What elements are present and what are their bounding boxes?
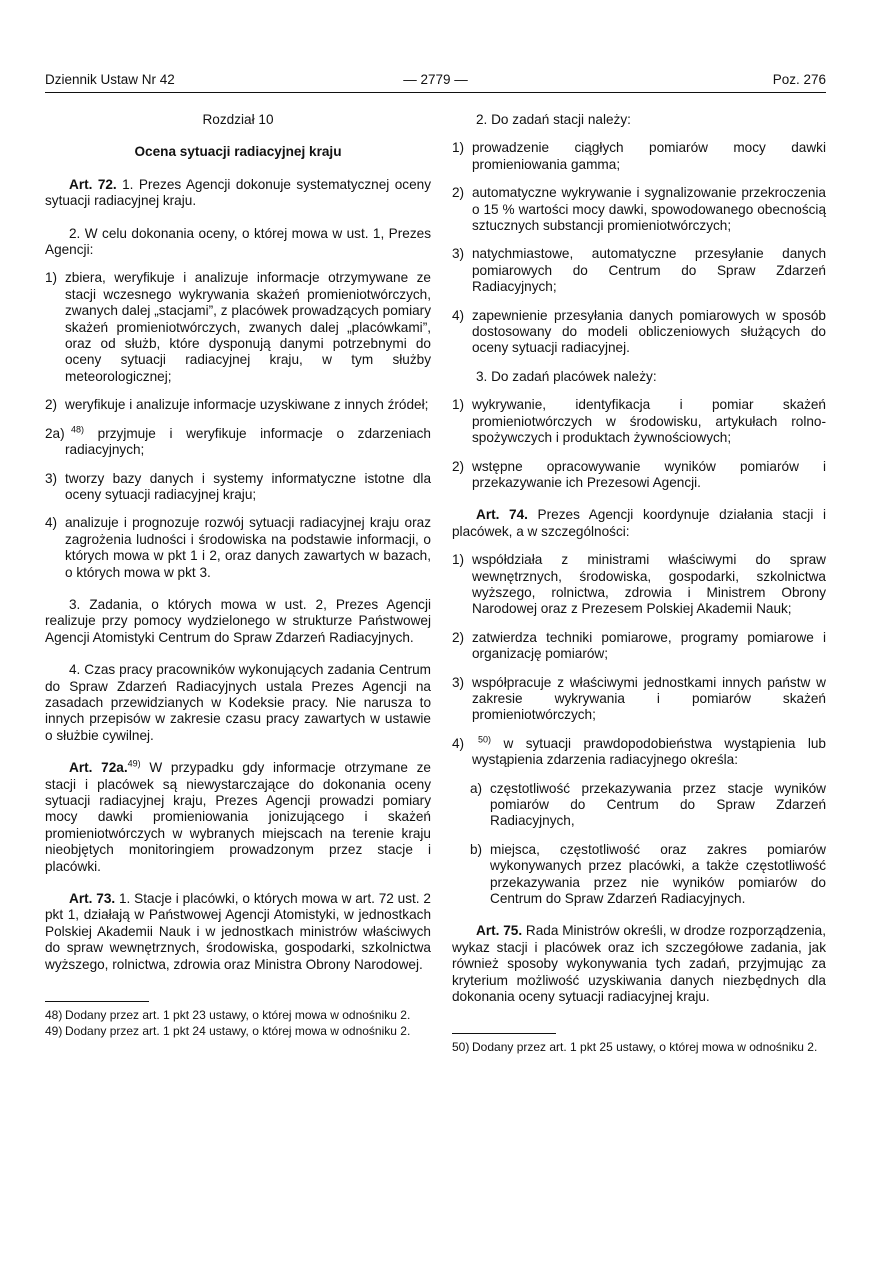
position-number: Poz. 276: [772, 72, 826, 87]
list-item: 2) wstępne opracowywanie wyników pomiarów i przekazywanie ich Prezesowi Agencji.: [452, 458, 826, 490]
list-item: 4) analizuje i prognozuje rozwój sytuacji radiacyjnej kraju oraz zagrożenia ludności i środowiska na podstawie informacji, o których mowa w pkt 1 i 2, oraz danych zawartych w bazach, o których mowa w pkt 3.: [45, 515, 431, 580]
page-number: — 2779 —: [403, 72, 468, 87]
footnote: 50) Dodany przez art. 1 pkt 25 ustawy, o której mowa w odnośniku 2.: [452, 1040, 818, 1055]
list-item-4: 4) $^{50)}$ w sytuacji prawdopodobieństwa wystąpienia lub wystąpienia zdarzenia radiacyjnego określa:: [452, 734, 826, 768]
list-item: 1) zbiera, weryfikuje i analizuje informacje otrzymywane ze stacji wczesnego wykrywania skażeń promieniotwórczych, zwanych dalej „stacjami”, z placówek prowadzących pomiary skażeń promieniotwórczych, zwanych dalej „placówkami”, oraz od służb, które dysponują danymi potrzebnymi do oceny sytuacji radiacyjnej kraju, w tym służby meteorologicznej;: [45, 270, 431, 384]
list-item: 3) współpracuje z właściwymi jednostkami innych państw w zakresie wykrywania i pomiarów skażeń promieniotwórczych;: [452, 674, 826, 723]
list-item: 4) zapewnienie przesyłania danych pomiarowych w sposób dostosowany do modeli obliczeniowych służących do oceny sytuacji radiacyjnej.: [452, 307, 826, 356]
art75-heading: Art. 75.: [476, 923, 523, 939]
list-item: 3) natychmiastowe, automatyczne przesyłanie danych pomiarowych do Centrum do Spraw Zdarzeń Radiacyjnych;: [452, 246, 826, 295]
art73-paragraph-3: 3. Do zadań placówek należy:: [476, 368, 657, 384]
chapter-heading: Rozdział 10: [202, 112, 274, 127]
left-column: [45, 112, 431, 1038]
footnote-divider: [452, 1033, 556, 1034]
footnote-ref: 49): [127, 758, 141, 769]
sub-list-item: b) miejsca, częstotliwość oraz zakres pomiarów wykonywanych przez placówki, a także częstotliwość przekazywania przez nie wyników pomiarów do Centrum do Spraw Zdarzeń Radiacyjnych.: [470, 841, 826, 907]
art73-paragraph-1: Art. 73. 1. Stacje i placówki, o których mowa w art. 72 ust. 2 pkt 1, działają w Państwowej Agencji Atomistyki, w jednostkach Polskiej Akademii Nauk i w jednostkach ministrów właściwych do spraw wewnętrznych, środowiska, gospodarki, szkolnictwa wyższego, rolnictwa, zdrowia oraz Ministra Obrony Narodowej.: [45, 891, 431, 972]
art74-paragraph: Art. 74. Prezes Agencji koordynuje działania stacji i placówek, a w szczególności:: [452, 507, 826, 539]
footnote-ref: 48): [71, 424, 85, 435]
art73-heading: Art. 73.: [69, 891, 116, 907]
art75-paragraph: Art. 75. Rada Ministrów określi, w drodze rozporządzenia, wykaz stacji i placówek oraz ich szczegółowe zadania, jak również sposoby wykonywania tych zadań, przyjmując za kryterium możliwość uzyskiwania danych niezbędnych dla dokonania oceny sytuacji radiacyjnej kraju.: [452, 923, 826, 1005]
footnote: 49) Dodany przez art. 1 pkt 24 ustawy, o której mowa w odnośniku 2.: [45, 1024, 411, 1039]
art73-paragraph-2: 2. Do zadań stacji należy:: [476, 112, 631, 127]
list-item: 2) weryfikuje i analizuje informacje uzyskiwane z innych źródeł;: [45, 397, 429, 413]
footnote-divider: [45, 1001, 149, 1002]
art72a-paragraph: Art. 72a.$^{49)}$ W przypadku gdy informacje otrzymane ze stacji i placówek są niewystarczające do dokonania oceny sytuacji radiacyjnej kraju, Prezes Agencji prowadzi pomiary mocy dawki promieniowania jonizującego i skażeń promieniotwórczych w wybranych miejscach na terenie kraju nieobjętych monitoringiem prowadzonym przez stacje i placówki.: [45, 758, 431, 874]
list-item: 1) współdziała z ministrami właściwymi do spraw wewnętrznych, środowiska, gospodarki, szkolnictwa wyższego, rolnictwa, zdrowia i Ministrem Obrony Narodowej oraz z Prezesem Polskiej Akademii Nauk;: [452, 552, 826, 617]
art72-heading: Art. 72.: [69, 176, 117, 192]
chapter-title: Ocena sytuacji radiacyjnej kraju: [134, 144, 342, 160]
art72-paragraph-2: 2. W celu dokonania oceny, o której mowa w ust. 1, Prezes Agencji:: [45, 225, 431, 258]
list-item: 2) zatwierdza techniki pomiarowe, programy pomiarowe i organizację pomiarów;: [452, 629, 826, 662]
art72-paragraph-4: 4. Czas pracy pracowników wykonujących zadania Centrum do Spraw Zdarzeń Radiacyjnych ustala Prezes Agencji na zasadach przewidzianych w Kodeksie pracy. Nie narusza to innych przepisów w zakresie czasu pracy zawartych w ustawie o służbie cywilnej.: [45, 662, 431, 743]
list-item: 3) tworzy bazy danych i systemy informatyczne istotne dla oceny sytuacji radiacyjnej kraju;: [45, 470, 431, 502]
list-item: 2) automatyczne wykrywanie i sygnalizowanie przekroczenia o 15 % wartości mocy dawki, spowodowanego obecnością sztucznych substancji promieniotwórczych;: [452, 185, 826, 234]
list-item-2a: 2a) $^{48)}$ przyjmuje i weryfikuje informacje o zdarzeniach radiacyjnych;: [45, 424, 431, 458]
journal-name: Dziennik Ustaw Nr 42: [45, 72, 175, 87]
page-header: [45, 72, 826, 93]
art72-paragraph-3: 3. Zadania, o których mowa w ust. 2, Prezes Agencji realizuje przy pomocy wydzielonego w strukturze Państwowej Agencji Atomistyki Centrum do Spraw Zdarzeń Radiacyjnych.: [45, 596, 431, 645]
footnote-ref: 50): [478, 734, 492, 745]
sub-list-item: a) częstotliwość przekazywania przez stacje wyników pomiarów do Centrum do Spraw Zdarzeń Radiacyjnych,: [470, 780, 826, 829]
list-item: 1) prowadzenie ciągłych pomiarów mocy dawki promieniowania gamma;: [452, 140, 826, 172]
art74-heading: Art. 74.: [476, 507, 528, 523]
right-column: [452, 112, 826, 1054]
art72a-heading: Art. 72a.: [69, 760, 128, 776]
art72-paragraph-1: Art. 72. 1. Prezes Agencji dokonuje systematycznej oceny sytuacji radiacyjnej kraju.: [45, 176, 431, 209]
list-item: 1) wykrywanie, identyfikacja i pomiar skażeń promieniotwórczych w środowisku, artykułach rolno-spożywczych i produktach żywnościowych;: [452, 397, 826, 446]
footnote: 48) Dodany przez art. 1 pkt 23 ustawy, o której mowa w odnośniku 2.: [45, 1008, 411, 1023]
